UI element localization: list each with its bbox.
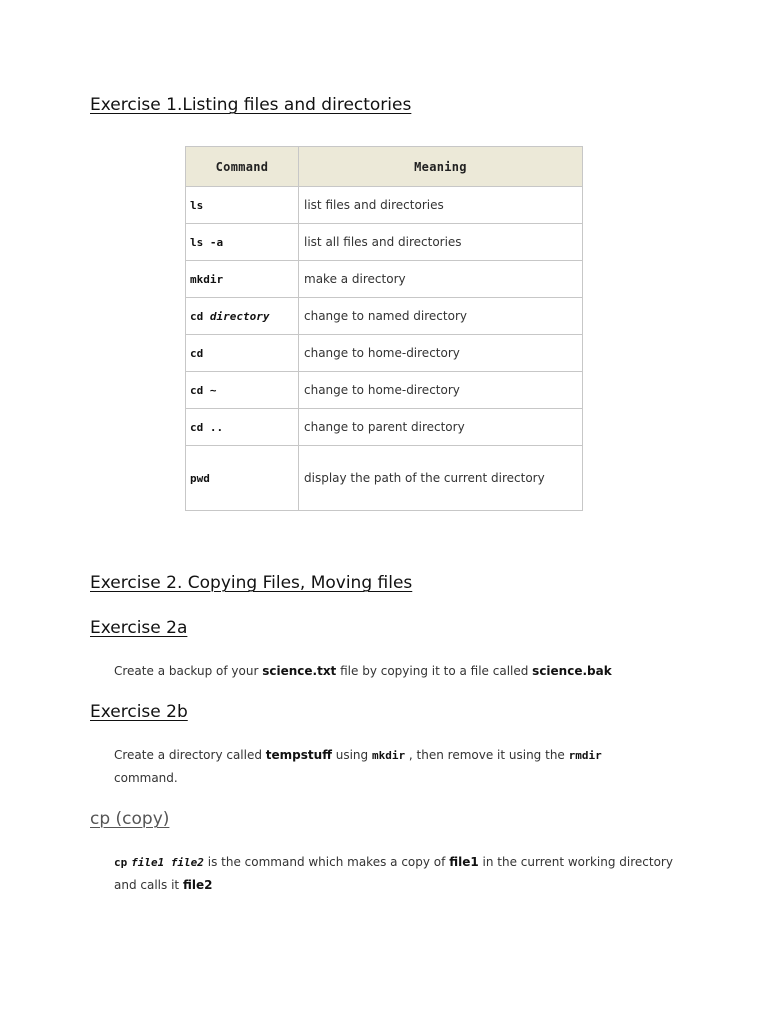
- exercise2b-title: Exercise 2b: [90, 702, 188, 722]
- table-row: [186, 224, 583, 261]
- command-cell: [186, 409, 299, 446]
- command-cell: [186, 335, 299, 372]
- filename-science-txt: science.txt: [262, 664, 337, 678]
- command-argument: directory: [209, 309, 270, 323]
- text-span: is the command which makes a copy of: [203, 855, 450, 869]
- exercise2-title: Exercise 2. Copying Files, Moving files: [90, 573, 413, 593]
- cp-description: [114, 851, 674, 897]
- exercise2a-title: Exercise 2a: [90, 618, 188, 638]
- command-text: pwd: [190, 471, 210, 485]
- meaning-cell: change to parent directory: [299, 409, 583, 446]
- command-text: mkdir: [190, 272, 224, 286]
- meaning-cell: make a directory: [299, 261, 583, 298]
- table-row: [186, 372, 583, 409]
- meaning-cell: list files and directories: [299, 187, 583, 224]
- command-text: cd ..: [190, 420, 224, 434]
- table-row: [186, 335, 583, 372]
- command-mkdir: mkdir: [371, 749, 406, 762]
- text-span: in the current working directory and calls it: [114, 855, 673, 892]
- command-text: ls: [190, 198, 204, 212]
- exercise2a-instructions: [114, 660, 674, 683]
- command-cp: cp: [114, 856, 128, 869]
- filename-file2: file2: [182, 878, 213, 892]
- table-header-row: [186, 147, 583, 187]
- text-span: file by copying it to a file called: [336, 664, 533, 678]
- command-cell: [186, 372, 299, 409]
- table-row: [186, 261, 583, 298]
- exercise1-title: Exercise 1.Listing files and directories: [90, 95, 412, 115]
- exercise2b-instructions: [114, 744, 674, 790]
- text-span: Create a directory called: [114, 748, 266, 762]
- meaning-column-header: Meaning: [299, 147, 583, 187]
- command-cell: [186, 446, 299, 511]
- text-span: command.: [114, 771, 178, 785]
- filename-file1: file1: [449, 855, 479, 869]
- command-text: cd: [190, 309, 210, 323]
- command-cell: [186, 261, 299, 298]
- meaning-cell: change to named directory: [299, 298, 583, 335]
- command-cell: [186, 298, 299, 335]
- text-span: , then remove it using the: [405, 748, 569, 762]
- cp-section-title: cp (copy): [90, 809, 170, 829]
- meaning-cell: list all files and directories: [299, 224, 583, 261]
- meaning-cell: change to home-directory: [299, 372, 583, 409]
- dirname-tempstuff: tempstuff: [265, 748, 332, 762]
- command-cell: [186, 187, 299, 224]
- table-row: [186, 446, 583, 511]
- meaning-cell: change to home-directory: [299, 335, 583, 372]
- command-text: cd: [190, 346, 204, 360]
- commands-table: [185, 146, 583, 511]
- table-row: [186, 187, 583, 224]
- text-span: using: [331, 748, 372, 762]
- command-text: ls -a: [190, 235, 224, 249]
- command-text: cd ~: [190, 383, 217, 397]
- command-cp-args: file1 file2: [131, 856, 204, 869]
- command-column-header: Command: [186, 147, 299, 187]
- command-rmdir: rmdir: [568, 749, 602, 762]
- meaning-cell: display the path of the current directory: [299, 446, 583, 511]
- table-row: [186, 298, 583, 335]
- table-row: [186, 409, 583, 446]
- command-cell: [186, 224, 299, 261]
- filename-science-bak: science.bak: [532, 664, 612, 678]
- text-span: Create a backup of your: [114, 664, 263, 678]
